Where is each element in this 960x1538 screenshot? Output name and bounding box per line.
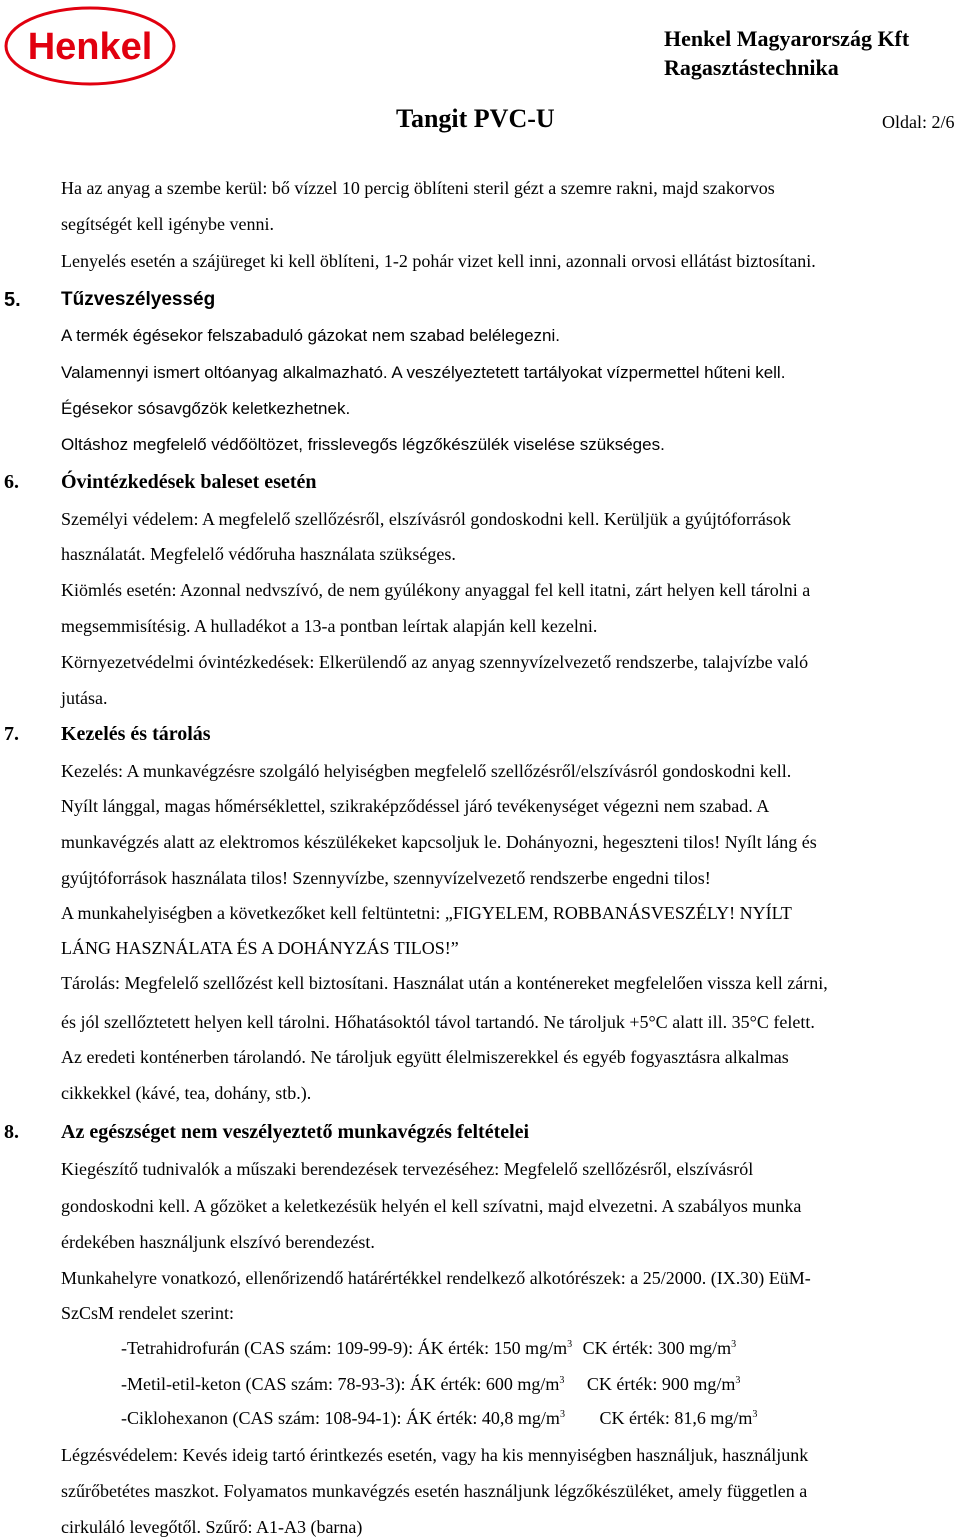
paragraph-line: Nyílt lánggal, magas hőmérséklettel, szikraképződéssel járó tevékenységet végezni nem szabad. A <box>61 796 770 816</box>
limit-row-thf <box>121 1337 736 1359</box>
limit-ck-value: CK érték: 81,6 mg/m <box>599 1408 753 1428</box>
paragraph-line: SzCsM rendelet szerint: <box>61 1303 234 1323</box>
paragraph-line: használatát. Megfelelő védőruha használata szükséges. <box>61 544 456 564</box>
paragraph-line: Kiegészítő tudnivalók a műszaki berendezések tervezéséhez: Megfelelő szellőzésről, elszívásról <box>61 1159 754 1179</box>
page-number: Oldal: 2/6 <box>882 112 955 132</box>
paragraph-line: gondoskodni kell. A gőzöket a keletkezésük helyén el kell szívatni, majd elvezetni. A szabályos munka <box>61 1196 802 1216</box>
paragraph-line: Tárolás: Megfelelő szellőzést kell biztosítani. Használat után a konténereket megfelelően vissza kell zárni, <box>61 973 828 993</box>
paragraph-line: Ha az anyag a szembe kerül: bő vízzel 10 percig öblíteni steril gézt a szemre rakni, majd szakorvos <box>61 178 775 198</box>
paragraph-line: Személyi védelem: A megfelelő szellőzésről, elszívásról gondoskodni kell. Kerüljük a gyújtóforrások <box>61 509 791 529</box>
paragraph-line: Környezetvédelmi óvintézkedések: Elkerülendő az anyag szennyvízelvezető rendszerbe, talajvízbe való <box>61 652 809 672</box>
limit-superscript: 3 <box>731 1339 737 1350</box>
limit-superscript: 3 <box>559 1375 565 1386</box>
paragraph-line: Kiömlés esetén: Azonnal nedvszívó, de nem gyúlékony anyaggal fel kell itatni, zárt helyen kell tárolni a <box>61 580 811 600</box>
paragraph-line: Munkahelyre vonatkozó, ellenőrizendő határértékkel rendelkező alkotórészek: a 25/2000. (IX.30) EüM- <box>61 1268 811 1288</box>
paragraph-line: Légzésvédelem: Kevés ideig tartó érintkezés esetén, vagy ha kis mennyiségben használjuk, használjunk <box>61 1445 809 1465</box>
paragraph-line: Lenyelés esetén a szájüreget ki kell öblíteni, 1-2 pohár vizet kell inni, azonnali orvosi ellátást biztosítani. <box>61 251 816 271</box>
paragraph-line: cirkuláló levegőtől. Szűrő: A1-A3 (barna) <box>61 1517 363 1537</box>
section-number: 5. <box>4 289 21 311</box>
limit-ck-value: CK érték: 900 mg/m <box>586 1374 736 1394</box>
document-title: Tangit PVC-U <box>396 104 555 133</box>
paragraph-line: Kezelés: A munkavégzésre szolgáló helyiségben megfelelő szellőzésről/elszívásról gondoskodni kell. <box>61 761 792 781</box>
section-heading: Kezelés és tárolás <box>61 723 211 745</box>
paragraph-line: jutása. <box>61 688 108 708</box>
paragraph-line: Égésekor sósavgőzök keletkezhetnek. <box>61 399 351 418</box>
section-number: 6. <box>4 471 19 493</box>
section-heading: Az egészséget nem veszélyeztető munkavégzés feltételei <box>61 1121 530 1143</box>
limit-substance: -Ciklohexanon (CAS szám: 108-94-1): ÁK érték: 40,8 mg/m <box>121 1408 560 1428</box>
paragraph-line: Oltáshoz megfelelő védőöltözet, frisslevegős légzőkészülék viselése szükséges. <box>61 435 665 454</box>
paragraph-line: segítségét kell igénybe venni. <box>61 214 274 234</box>
henkel-logo <box>4 6 176 86</box>
limit-substance: -Metil-etil-keton (CAS szám: 78-93-3): ÁK érték: 600 mg/m <box>121 1374 560 1394</box>
paragraph-line: munkavégzés alatt az elektromos készülékeket kapcsoljuk le. Dohányozni, hegeszteni tilos! Nyílt láng és <box>61 832 817 852</box>
section-heading: Óvintézkedések baleset esetén <box>61 471 317 493</box>
paragraph-line: és jól szellőztetett helyen kell tárolni. Hőhatásoktól távol tartandó. Ne tároljuk +5°C alatt ill. 35°C felett. <box>61 1012 815 1032</box>
limit-superscript: 3 <box>567 1339 573 1350</box>
limit-ck-value: CK érték: 300 mg/m <box>582 1338 732 1358</box>
limit-substance: -Tetrahidrofurán (CAS szám: 109-99-9): ÁK érték: 150 mg/m <box>121 1338 568 1358</box>
henkel-logo-text: Henkel <box>27 26 153 68</box>
section-number: 7. <box>4 723 19 745</box>
paragraph-line: A termék égésekor felszabaduló gázokat nem szabad belélegezni. <box>61 326 560 345</box>
paragraph-line: cikkekkel (kávé, tea, dohány, stb.). <box>61 1083 312 1103</box>
limit-superscript: 3 <box>559 1409 565 1420</box>
company-line-1: Henkel Magyarország Kft <box>664 26 910 51</box>
paragraph-line: LÁNG HASZNÁLATA ÉS A DOHÁNYZÁS TILOS!” <box>61 938 459 958</box>
paragraph-line: szűrőbetétes maszkot. Folyamatos munkavégzés esetén használjunk légzőkészüléket, amely független a <box>61 1481 808 1501</box>
limit-row-cyclohexanone <box>121 1407 757 1429</box>
limit-superscript: 3 <box>752 1409 758 1420</box>
paragraph-line: Valamennyi ismert oltóanyag alkalmazható. A veszélyeztetett tartályokat vízpermettel hűteni kell. <box>61 363 786 382</box>
limit-superscript: 3 <box>735 1375 741 1386</box>
section-heading: Tűzveszélyesség <box>61 289 216 310</box>
paragraph-line: Az eredeti konténerben tárolandó. Ne tároljuk együtt élelmiszerekkel és egyéb fogyasztásra alkalmas <box>61 1047 789 1067</box>
paragraph-line: érdekében használjunk elszívó berendezést. <box>61 1232 375 1252</box>
paragraph-line: gyújtóforrások használata tilos! Szennyvízbe, szennyvízelvezető rendszerbe engedni tilos! <box>61 868 711 888</box>
section-number: 8. <box>4 1121 19 1143</box>
paragraph-line: megsemmisítésig. A hulladékot a 13-a pontban leírtak alapján kell kezelni. <box>61 616 598 636</box>
company-line-2: Ragasztástechnika <box>664 55 839 80</box>
limit-row-mek <box>121 1373 740 1395</box>
paragraph-line: A munkahelyiségben a következőket kell feltüntetni: „FIGYELEM, ROBBANÁSVESZÉLY! NYÍLT <box>61 903 792 923</box>
company-name <box>664 24 909 82</box>
